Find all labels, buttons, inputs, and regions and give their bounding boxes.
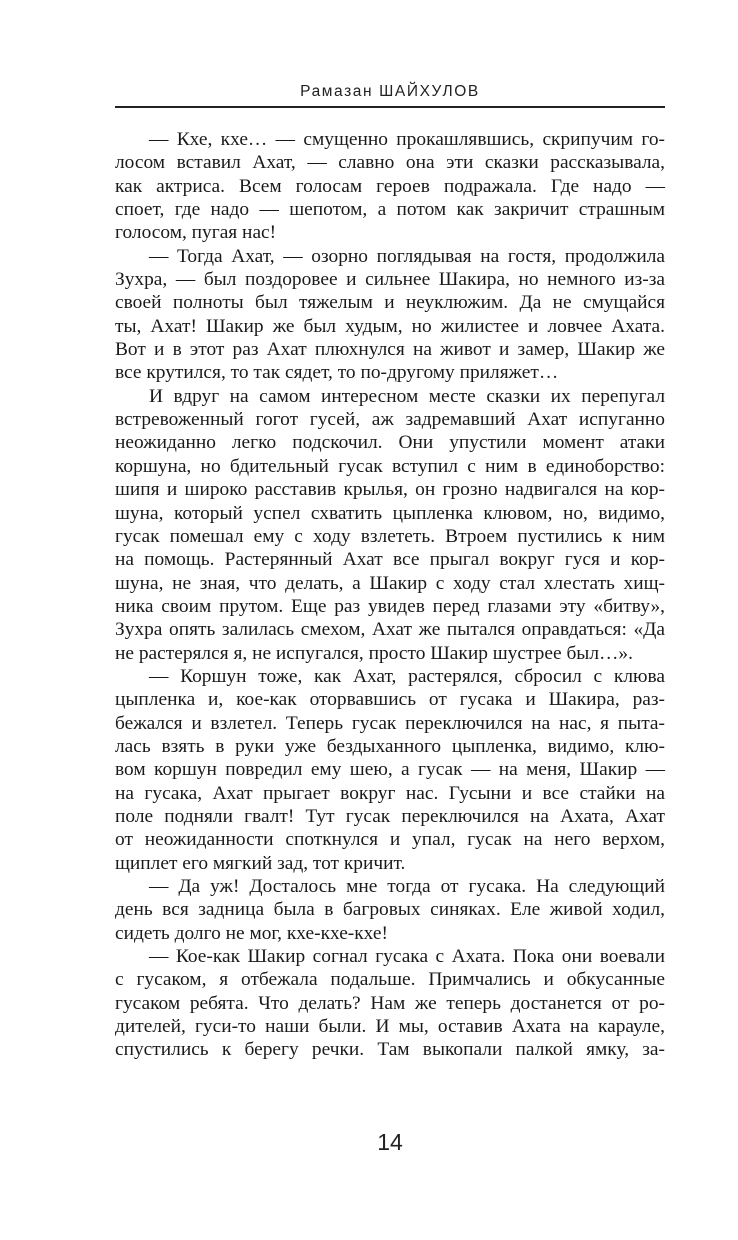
- text-line: — Кое-как Шакир согнал гусака с Ахата. Пока они воевали: [149, 946, 665, 968]
- text-line: день вся задница была в багровых синяках. Еле живой ходил,: [115, 899, 665, 921]
- text-line: щиплет его мягкий зад, тот кричит.: [115, 852, 406, 874]
- paragraph: [115, 875, 665, 945]
- text-line: гусаком ребята. Что делать? Нам же теперь достанется от ро-: [115, 992, 665, 1014]
- page-number: 14: [377, 1129, 403, 1155]
- text-line: вом коршун повредил ему шею, а гусак — на меня, Шакир —: [115, 759, 665, 781]
- text-line: голосом, пугая нас!: [115, 222, 277, 244]
- body-text: [115, 128, 665, 1062]
- text-line: — Коршун тоже, как Ахат, растерялся, сбросил с клюва: [149, 665, 665, 687]
- text-line: встревоженный гогот гусей, аж задремавший Ахат испуганно: [115, 409, 665, 431]
- paragraph: [115, 665, 665, 875]
- paragraph: [115, 385, 665, 665]
- text-line: И вдруг на самом интересном месте сказки их перепугал: [149, 385, 665, 407]
- text-line: — Кхе, кхе… — смущенно прокашлявшись, скрипучим го-: [149, 129, 665, 150]
- paragraph: [115, 945, 665, 1062]
- text-line: сидеть долго не мог, кхе-кхе-кхе!: [115, 922, 388, 944]
- text-line: Зухра, — был поздоровее и сильнее Шакира, но немного из-за: [115, 269, 665, 291]
- text-line: от неожиданности споткнулся и упал, гусак на него верхом,: [115, 829, 665, 851]
- text-line: Вот и в этот раз Ахат плюхнулся на живот и замер, Шакир же: [115, 339, 665, 361]
- text-line: лосом вставил Ахат, — славно она эти сказки рассказывала,: [115, 152, 665, 174]
- text-line: своей полноты был тяжелым и неуклюжим. Да не смущайся: [115, 292, 665, 314]
- text-line: на помощь. Растерянный Ахат все прыгал вокруг гуся и кор-: [115, 549, 665, 571]
- text-line: гусак помешал ему с ходу взлететь. Втроем пустились к ним: [115, 525, 665, 547]
- text-line: шуна, не зная, что делать, а Шакир с ходу стал хлестать хищ-: [115, 572, 665, 594]
- text-line: спустились к берегу речки. Там выкопали палкой ямку, за-: [115, 1039, 665, 1061]
- text-line: все крутился, то так сядет, то по-другому приляжет…: [115, 362, 559, 384]
- text-line: шипя и широко расставив крылья, он грозно надвигался на кор-: [115, 479, 665, 501]
- text-line: неожиданно легко подскочил. Они упустили момент атаки: [115, 432, 665, 454]
- paragraph: [115, 245, 665, 385]
- text-line: — Да уж! Досталось мне тогда от гусака. На следующий: [149, 876, 665, 897]
- text-line: с гусаком, я отбежала подальше. Примчались и обкусанные: [115, 969, 665, 991]
- text-line: как актриса. Всем голосам героев подражала. Где надо —: [115, 175, 665, 197]
- text-line: Зухра опять залилась смехом, Ахат же пытался оправдаться: «Да: [115, 619, 665, 641]
- text-line: шуна, который успел схватить цыпленка клювом, но, видимо,: [115, 502, 665, 524]
- header-rule: [115, 106, 665, 108]
- text-line: не растерялся я, не испугался, просто Шакир шустрее был…».: [115, 642, 633, 664]
- text-line: лась взять в руки уже бездыханного цыпленка, видимо, клю-: [115, 735, 665, 757]
- text-line: поле подняли гвалт! Тут гусак переключился на Ахата, Ахат: [115, 805, 665, 827]
- text-line: ты, Ахат! Шакир же был худым, но жилистее и ловчее Ахата.: [115, 315, 665, 337]
- text-line: цыпленка и, кое-как оторвавшись от гусака и Шакира, раз-: [115, 689, 665, 711]
- text-line: коршуна, но бдительный гусак вступил с ним в единоборство:: [115, 455, 665, 477]
- paragraph: [115, 128, 665, 245]
- text-line: на гусака, Ахат прыгает вокруг нас. Гусыни и все стайки на: [115, 782, 665, 804]
- text-line: ника своим прутом. Еще раз увидев перед глазами эту «битву»,: [115, 595, 665, 617]
- running-head: Рамазан ШАЙХУЛОВ: [300, 83, 480, 100]
- text-line: дителей, гуси-то наши были. И мы, оставив Ахата на карауле,: [115, 1016, 665, 1038]
- text-line: споет, где надо — шепотом, а потом как закричит страшным: [115, 199, 665, 221]
- text-line: — Тогда Ахат, — озорно поглядывая на гостя, продолжила: [149, 245, 665, 267]
- text-line: бежался и взлетел. Теперь гусак переключился на нас, я пыта-: [115, 712, 665, 734]
